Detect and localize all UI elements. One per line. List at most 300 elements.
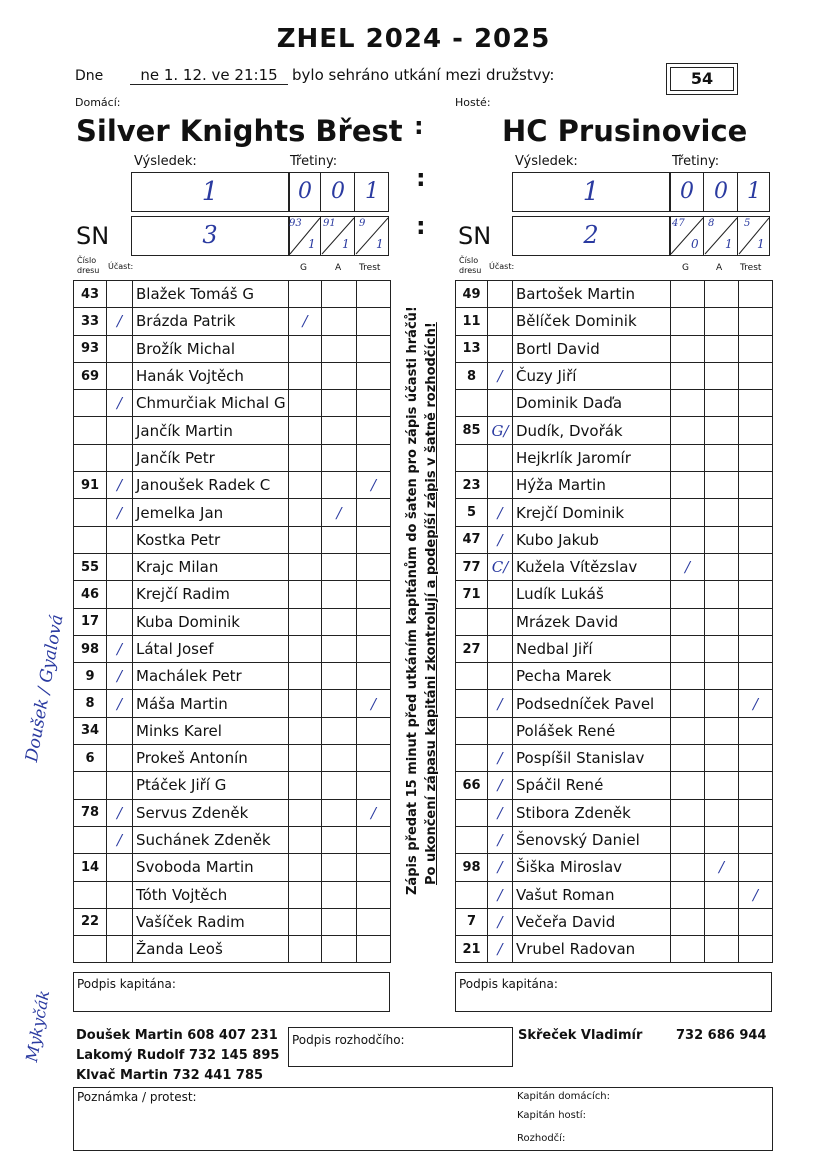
home-player-number[interactable]	[74, 772, 107, 799]
home-player-number[interactable]	[74, 390, 107, 417]
home-player-name[interactable]: Ptáček Jiří G	[133, 772, 289, 799]
away-goal-mark[interactable]	[671, 308, 705, 335]
away-assist-mark[interactable]	[705, 936, 739, 963]
home-attendance-mark[interactable]	[107, 335, 133, 362]
home-player-number[interactable]	[74, 499, 107, 526]
away-assist-mark[interactable]	[705, 553, 739, 580]
home-player-name[interactable]: Máša Martin	[133, 690, 289, 717]
away-penalty-mark[interactable]	[739, 663, 773, 690]
away-goal-mark[interactable]	[671, 854, 705, 881]
home-assist-mark[interactable]	[322, 908, 357, 935]
home-player-name[interactable]: Látal Josef	[133, 635, 289, 662]
home-player-number[interactable]: 34	[74, 717, 107, 744]
home-player-name[interactable]: Machálek Petr	[133, 663, 289, 690]
away-attendance-mark[interactable]	[488, 717, 513, 744]
away-penalty-mark[interactable]	[739, 499, 773, 526]
home-player-name[interactable]: Servus Zdeněk	[133, 799, 289, 826]
away-penalty-mark[interactable]	[739, 635, 773, 662]
home-attendance-mark[interactable]	[107, 526, 133, 553]
home-assist-mark[interactable]	[322, 526, 357, 553]
home-assist-mark[interactable]	[322, 281, 357, 308]
home-penalty-mark[interactable]	[357, 717, 391, 744]
away-goal-mark[interactable]	[671, 281, 705, 308]
home-penalty-mark[interactable]	[357, 308, 391, 335]
away-assist-mark[interactable]	[705, 526, 739, 553]
home-player-number[interactable]	[74, 417, 107, 444]
home-attendance-mark[interactable]	[107, 581, 133, 608]
away-assist-mark[interactable]: /	[705, 854, 739, 881]
away-player-number[interactable]: 47	[456, 526, 488, 553]
home-assist-mark[interactable]	[322, 635, 357, 662]
away-player-name[interactable]: Polášek René	[513, 717, 671, 744]
away-goal-mark[interactable]	[671, 499, 705, 526]
home-assist-mark[interactable]	[322, 663, 357, 690]
away-player-number[interactable]: 85	[456, 417, 488, 444]
home-captain-signature[interactable]	[73, 972, 390, 1012]
away-assist-mark[interactable]	[705, 472, 739, 499]
away-penalty-mark[interactable]	[739, 362, 773, 389]
home-assist-mark[interactable]	[322, 390, 357, 417]
home-assist-mark[interactable]	[322, 854, 357, 881]
away-goal-mark[interactable]	[671, 799, 705, 826]
away-attendance-mark[interactable]	[488, 608, 513, 635]
home-attendance-mark[interactable]	[107, 745, 133, 772]
home-attendance-mark[interactable]	[107, 908, 133, 935]
away-assist-mark[interactable]	[705, 799, 739, 826]
home-attendance-mark[interactable]	[107, 772, 133, 799]
home-player-number[interactable]: 22	[74, 908, 107, 935]
away-assist-mark[interactable]	[705, 362, 739, 389]
away-attendance-mark[interactable]: /	[488, 772, 513, 799]
home-player-name[interactable]: Jančík Petr	[133, 444, 289, 471]
away-goal-mark[interactable]	[671, 526, 705, 553]
away-penalty-mark[interactable]	[739, 799, 773, 826]
away-assist-mark[interactable]	[705, 417, 739, 444]
away-assist-mark[interactable]	[705, 826, 739, 853]
home-goal-mark[interactable]	[289, 444, 322, 471]
home-player-number[interactable]	[74, 444, 107, 471]
away-player-name[interactable]: Mrázek David	[513, 608, 671, 635]
away-attendance-mark[interactable]: /	[488, 499, 513, 526]
away-player-number[interactable]: 23	[456, 472, 488, 499]
home-assist-mark[interactable]	[322, 444, 357, 471]
away-assist-mark[interactable]	[705, 281, 739, 308]
away-player-number[interactable]	[456, 690, 488, 717]
away-attendance-mark[interactable]: G/	[488, 417, 513, 444]
home-player-name[interactable]: Blažek Tomáš G	[133, 281, 289, 308]
home-goal-mark[interactable]	[289, 281, 322, 308]
away-attendance-mark[interactable]: /	[488, 362, 513, 389]
home-player-name[interactable]: Tóth Vojtěch	[133, 881, 289, 908]
home-player-name[interactable]: Minks Karel	[133, 717, 289, 744]
away-attendance-mark[interactable]: /	[488, 908, 513, 935]
away-attendance-mark[interactable]: /	[488, 854, 513, 881]
away-player-number[interactable]: 21	[456, 936, 488, 963]
home-assist-mark[interactable]	[322, 362, 357, 389]
home-goal-mark[interactable]	[289, 772, 322, 799]
away-player-name[interactable]: Bortl David	[513, 335, 671, 362]
home-penalty-mark[interactable]	[357, 499, 391, 526]
away-attendance-mark[interactable]: /	[488, 690, 513, 717]
home-goal-mark[interactable]	[289, 799, 322, 826]
away-player-number[interactable]	[456, 745, 488, 772]
home-penalty-mark[interactable]	[357, 908, 391, 935]
home-penalty-mark[interactable]	[357, 608, 391, 635]
home-player-number[interactable]: 17	[74, 608, 107, 635]
home-attendance-mark[interactable]	[107, 936, 133, 963]
away-assist-mark[interactable]	[705, 581, 739, 608]
away-penalty-mark[interactable]	[739, 526, 773, 553]
home-penalty-mark[interactable]	[357, 390, 391, 417]
home-penalty-mark[interactable]: /	[357, 799, 391, 826]
away-goal-mark[interactable]	[671, 335, 705, 362]
home-player-name[interactable]: Jemelka Jan	[133, 499, 289, 526]
away-goal-mark[interactable]	[671, 745, 705, 772]
home-goal-mark[interactable]	[289, 335, 322, 362]
away-penalty-mark[interactable]: /	[739, 690, 773, 717]
home-assist-mark[interactable]	[322, 553, 357, 580]
home-penalty-mark[interactable]	[357, 526, 391, 553]
away-assist-mark[interactable]	[705, 772, 739, 799]
home-goal-mark[interactable]	[289, 745, 322, 772]
home-player-number[interactable]	[74, 526, 107, 553]
home-penalty-mark[interactable]	[357, 444, 391, 471]
home-player-name[interactable]: Brázda Patrik	[133, 308, 289, 335]
home-goal-mark[interactable]	[289, 908, 322, 935]
home-attendance-mark[interactable]	[107, 362, 133, 389]
home-goal-mark[interactable]	[289, 717, 322, 744]
referee-signature[interactable]	[288, 1027, 513, 1067]
away-player-number[interactable]	[456, 826, 488, 853]
home-assist-mark[interactable]	[322, 581, 357, 608]
home-assist-mark[interactable]	[322, 308, 357, 335]
home-assist-mark[interactable]	[322, 745, 357, 772]
home-assist-mark[interactable]	[322, 772, 357, 799]
away-penalty-mark[interactable]	[739, 854, 773, 881]
home-penalty-mark[interactable]	[357, 663, 391, 690]
home-penalty-mark[interactable]	[357, 826, 391, 853]
home-player-name[interactable]: Krajc Milan	[133, 553, 289, 580]
away-assist-mark[interactable]	[705, 635, 739, 662]
away-penalty-mark[interactable]	[739, 608, 773, 635]
away-attendance-mark[interactable]	[488, 635, 513, 662]
home-attendance-mark[interactable]: /	[107, 308, 133, 335]
home-assist-mark[interactable]	[322, 717, 357, 744]
away-goal-mark[interactable]	[671, 362, 705, 389]
away-assist-mark[interactable]	[705, 608, 739, 635]
home-player-name[interactable]: Jančík Martin	[133, 417, 289, 444]
away-goal-mark[interactable]	[671, 472, 705, 499]
home-player-name[interactable]: Prokeš Antonín	[133, 745, 289, 772]
away-player-name[interactable]: Krejčí Dominik	[513, 499, 671, 526]
home-assist-mark[interactable]	[322, 826, 357, 853]
away-player-name[interactable]: Nedbal Jiří	[513, 635, 671, 662]
away-assist-mark[interactable]	[705, 745, 739, 772]
away-goal-mark[interactable]	[671, 717, 705, 744]
home-goal-mark[interactable]	[289, 526, 322, 553]
home-player-number[interactable]: 9	[74, 663, 107, 690]
away-player-name[interactable]: Dudík, Dvořák	[513, 417, 671, 444]
away-player-number[interactable]: 8	[456, 362, 488, 389]
home-attendance-mark[interactable]: /	[107, 690, 133, 717]
home-penalty-mark[interactable]	[357, 362, 391, 389]
home-player-name[interactable]: Kuba Dominik	[133, 608, 289, 635]
away-penalty-mark[interactable]	[739, 390, 773, 417]
away-player-name[interactable]: Bartošek Martin	[513, 281, 671, 308]
home-player-number[interactable]: 33	[74, 308, 107, 335]
away-player-name[interactable]: Kubo Jakub	[513, 526, 671, 553]
away-player-name[interactable]: Hejkrlík Jaromír	[513, 444, 671, 471]
home-player-name[interactable]: Krejčí Radim	[133, 581, 289, 608]
home-player-name[interactable]: Žanda Leoš	[133, 936, 289, 963]
away-attendance-mark[interactable]: /	[488, 526, 513, 553]
away-player-number[interactable]: 71	[456, 581, 488, 608]
home-player-number[interactable]: 14	[74, 854, 107, 881]
away-penalty-mark[interactable]	[739, 308, 773, 335]
home-assist-mark[interactable]	[322, 799, 357, 826]
home-goal-mark[interactable]	[289, 936, 322, 963]
home-player-name[interactable]: Hanák Vojtěch	[133, 362, 289, 389]
away-penalty-mark[interactable]	[739, 772, 773, 799]
away-player-number[interactable]	[456, 608, 488, 635]
away-goal-mark[interactable]	[671, 908, 705, 935]
home-penalty-mark[interactable]	[357, 335, 391, 362]
away-player-number[interactable]: 98	[456, 854, 488, 881]
away-player-name[interactable]: Večeřa David	[513, 908, 671, 935]
away-penalty-mark[interactable]	[739, 745, 773, 772]
away-penalty-mark[interactable]	[739, 936, 773, 963]
home-attendance-mark[interactable]	[107, 608, 133, 635]
home-player-number[interactable]: 6	[74, 745, 107, 772]
home-goal-mark[interactable]	[289, 472, 322, 499]
away-attendance-mark[interactable]: /	[488, 826, 513, 853]
away-goal-mark[interactable]	[671, 444, 705, 471]
home-penalty-mark[interactable]	[357, 772, 391, 799]
away-penalty-mark[interactable]: /	[739, 881, 773, 908]
away-player-name[interactable]: Pecha Marek	[513, 663, 671, 690]
away-captain-signature[interactable]	[455, 972, 772, 1012]
away-player-number[interactable]: 77	[456, 553, 488, 580]
home-player-number[interactable]: 78	[74, 799, 107, 826]
home-attendance-mark[interactable]: /	[107, 499, 133, 526]
home-player-number[interactable]: 55	[74, 553, 107, 580]
away-player-name[interactable]: Stibora Zdeněk	[513, 799, 671, 826]
home-goal-mark[interactable]	[289, 390, 322, 417]
away-assist-mark[interactable]	[705, 908, 739, 935]
home-goal-mark[interactable]	[289, 608, 322, 635]
away-goal-mark[interactable]	[671, 581, 705, 608]
home-penalty-mark[interactable]	[357, 745, 391, 772]
home-attendance-mark[interactable]	[107, 553, 133, 580]
notes-box[interactable]	[73, 1087, 773, 1151]
home-goal-mark[interactable]	[289, 362, 322, 389]
away-player-number[interactable]: 49	[456, 281, 488, 308]
home-assist-mark[interactable]	[322, 417, 357, 444]
away-assist-mark[interactable]	[705, 444, 739, 471]
away-goal-mark[interactable]	[671, 936, 705, 963]
away-penalty-mark[interactable]	[739, 472, 773, 499]
away-player-number[interactable]: 11	[456, 308, 488, 335]
away-penalty-mark[interactable]	[739, 908, 773, 935]
home-penalty-mark[interactable]	[357, 854, 391, 881]
home-player-number[interactable]: 91	[74, 472, 107, 499]
away-penalty-mark[interactable]	[739, 717, 773, 744]
home-attendance-mark[interactable]	[107, 444, 133, 471]
home-player-name[interactable]: Svoboda Martin	[133, 854, 289, 881]
home-goal-mark[interactable]	[289, 826, 322, 853]
away-goal-mark[interactable]	[671, 417, 705, 444]
away-attendance-mark[interactable]	[488, 472, 513, 499]
away-player-name[interactable]: Pospíšil Stanislav	[513, 745, 671, 772]
home-attendance-mark[interactable]: /	[107, 826, 133, 853]
home-goal-mark[interactable]	[289, 417, 322, 444]
home-goal-mark[interactable]	[289, 553, 322, 580]
home-penalty-mark[interactable]	[357, 581, 391, 608]
home-assist-mark[interactable]	[322, 335, 357, 362]
away-player-name[interactable]: Kužela Vítězslav	[513, 553, 671, 580]
away-attendance-mark[interactable]	[488, 444, 513, 471]
home-player-name[interactable]: Suchánek Zdeněk	[133, 826, 289, 853]
home-player-name[interactable]: Kostka Petr	[133, 526, 289, 553]
away-goal-mark[interactable]	[671, 881, 705, 908]
away-player-number[interactable]: 5	[456, 499, 488, 526]
home-goal-mark[interactable]	[289, 881, 322, 908]
home-assist-mark[interactable]	[322, 690, 357, 717]
away-attendance-mark[interactable]: /	[488, 881, 513, 908]
home-attendance-mark[interactable]	[107, 854, 133, 881]
away-penalty-mark[interactable]	[739, 553, 773, 580]
away-penalty-mark[interactable]	[739, 581, 773, 608]
home-penalty-mark[interactable]	[357, 553, 391, 580]
away-player-name[interactable]: Čuzy Jiří	[513, 362, 671, 389]
away-attendance-mark[interactable]	[488, 390, 513, 417]
home-attendance-mark[interactable]: /	[107, 663, 133, 690]
home-attendance-mark[interactable]: /	[107, 799, 133, 826]
home-goal-mark[interactable]: /	[289, 308, 322, 335]
home-attendance-mark[interactable]: /	[107, 390, 133, 417]
away-goal-mark[interactable]	[671, 608, 705, 635]
away-player-name[interactable]: Šenovský Daniel	[513, 826, 671, 853]
away-player-number[interactable]: 27	[456, 635, 488, 662]
home-player-number[interactable]: 69	[74, 362, 107, 389]
away-goal-mark[interactable]	[671, 390, 705, 417]
away-penalty-mark[interactable]	[739, 826, 773, 853]
home-player-number[interactable]	[74, 881, 107, 908]
home-attendance-mark[interactable]	[107, 881, 133, 908]
away-player-name[interactable]: Bělíček Dominik	[513, 308, 671, 335]
home-penalty-mark[interactable]	[357, 635, 391, 662]
away-attendance-mark[interactable]	[488, 308, 513, 335]
away-goal-mark[interactable]	[671, 772, 705, 799]
away-penalty-mark[interactable]	[739, 335, 773, 362]
away-player-name[interactable]: Vašut Roman	[513, 881, 671, 908]
home-player-name[interactable]: Vašíček Radim	[133, 908, 289, 935]
home-player-number[interactable]: 98	[74, 635, 107, 662]
home-assist-mark[interactable]	[322, 608, 357, 635]
away-goal-mark[interactable]	[671, 635, 705, 662]
away-attendance-mark[interactable]: /	[488, 799, 513, 826]
away-assist-mark[interactable]	[705, 663, 739, 690]
home-penalty-mark[interactable]	[357, 417, 391, 444]
away-player-name[interactable]: Vrubel Radovan	[513, 936, 671, 963]
home-player-number[interactable]: 93	[74, 335, 107, 362]
home-goal-mark[interactable]	[289, 499, 322, 526]
away-player-name[interactable]: Spáčil René	[513, 772, 671, 799]
away-player-number[interactable]: 66	[456, 772, 488, 799]
away-player-name[interactable]: Dominik Daďa	[513, 390, 671, 417]
away-player-name[interactable]: Podsedníček Pavel	[513, 690, 671, 717]
away-player-number[interactable]	[456, 444, 488, 471]
away-player-name[interactable]: Šiška Miroslav	[513, 854, 671, 881]
home-penalty-mark[interactable]: /	[357, 690, 391, 717]
away-attendance-mark[interactable]: /	[488, 745, 513, 772]
home-goal-mark[interactable]	[289, 663, 322, 690]
away-penalty-mark[interactable]	[739, 417, 773, 444]
home-player-name[interactable]: Chmurčiak Michal G	[133, 390, 289, 417]
away-player-number[interactable]	[456, 390, 488, 417]
home-attendance-mark[interactable]	[107, 281, 133, 308]
home-assist-mark[interactable]: /	[322, 499, 357, 526]
away-assist-mark[interactable]	[705, 390, 739, 417]
away-assist-mark[interactable]	[705, 717, 739, 744]
away-player-name[interactable]: Ludík Lukáš	[513, 581, 671, 608]
home-assist-mark[interactable]	[322, 936, 357, 963]
home-penalty-mark[interactable]: /	[357, 472, 391, 499]
home-penalty-mark[interactable]	[357, 936, 391, 963]
home-player-number[interactable]: 43	[74, 281, 107, 308]
away-player-number[interactable]	[456, 881, 488, 908]
away-player-number[interactable]	[456, 663, 488, 690]
home-player-name[interactable]: Brožík Michal	[133, 335, 289, 362]
home-player-number[interactable]	[74, 826, 107, 853]
away-player-number[interactable]	[456, 717, 488, 744]
away-player-name[interactable]: Hýža Martin	[513, 472, 671, 499]
away-goal-mark[interactable]	[671, 663, 705, 690]
away-player-number[interactable]	[456, 799, 488, 826]
home-penalty-mark[interactable]	[357, 281, 391, 308]
away-assist-mark[interactable]	[705, 690, 739, 717]
away-attendance-mark[interactable]: C/	[488, 553, 513, 580]
home-attendance-mark[interactable]	[107, 417, 133, 444]
away-attendance-mark[interactable]	[488, 581, 513, 608]
home-goal-mark[interactable]	[289, 854, 322, 881]
home-assist-mark[interactable]	[322, 881, 357, 908]
away-goal-mark[interactable]	[671, 826, 705, 853]
away-goal-mark[interactable]: /	[671, 553, 705, 580]
away-assist-mark[interactable]	[705, 499, 739, 526]
home-attendance-mark[interactable]: /	[107, 635, 133, 662]
away-assist-mark[interactable]	[705, 335, 739, 362]
home-player-number[interactable]: 8	[74, 690, 107, 717]
home-player-number[interactable]	[74, 936, 107, 963]
away-goal-mark[interactable]	[671, 690, 705, 717]
away-penalty-mark[interactable]	[739, 281, 773, 308]
home-player-name[interactable]: Janoušek Radek C	[133, 472, 289, 499]
home-goal-mark[interactable]	[289, 690, 322, 717]
away-player-number[interactable]: 7	[456, 908, 488, 935]
away-attendance-mark[interactable]	[488, 335, 513, 362]
away-penalty-mark[interactable]	[739, 444, 773, 471]
home-attendance-mark[interactable]	[107, 717, 133, 744]
home-player-number[interactable]: 46	[74, 581, 107, 608]
home-attendance-mark[interactable]: /	[107, 472, 133, 499]
away-attendance-mark[interactable]	[488, 663, 513, 690]
away-attendance-mark[interactable]: /	[488, 936, 513, 963]
home-goal-mark[interactable]	[289, 635, 322, 662]
home-assist-mark[interactable]	[322, 472, 357, 499]
away-assist-mark[interactable]	[705, 308, 739, 335]
away-assist-mark[interactable]	[705, 881, 739, 908]
